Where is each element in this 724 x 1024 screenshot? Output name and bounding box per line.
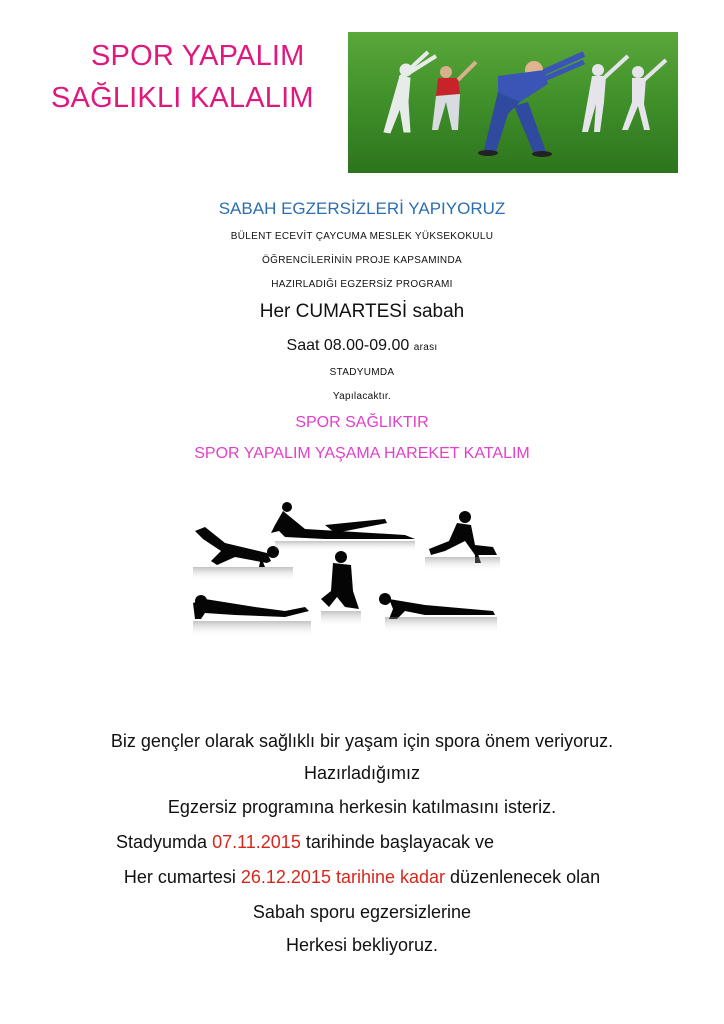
title-line-2: SAĞLIKLI KALALIM [51, 82, 314, 114]
body-line-6: Sabah sporu egzersizlerine [252, 902, 472, 922]
program-heading: SABAH EGZERSİZLERİ YAPIYORUZ [218, 199, 506, 218]
slogan-1: SPOR SAĞLIKTIR [295, 414, 429, 431]
body-line-2: Hazırladığımız [303, 763, 421, 783]
exercise-photo [348, 32, 678, 173]
day-line: Her CUMARTESİ sabah [259, 301, 465, 322]
done-line: Yapılacaktır. [332, 391, 392, 402]
start-suffix: tarihinde başlayacak ve [305, 832, 494, 852]
time-suffix: arası [413, 342, 438, 353]
students-line: ÖĞRENCİLERİNİN PROJE KAPSAMINDA [262, 255, 462, 266]
school-line: BÜLENT ECEVİT ÇAYCUMA MESLEK YÜKSEKOKULU [230, 231, 494, 242]
title-line-1: SPOR YAPALIM [91, 40, 305, 72]
end-prefix: Her cumartesi [123, 867, 236, 887]
body-line-7: Herkesi bekliyoruz. [285, 935, 439, 955]
slogan-2: SPOR YAPALIM YAŞAMA HAREKET KATALIM [194, 445, 530, 462]
body-line-3: Egzersiz programına herkesin katılmasını isteriz. [167, 797, 557, 817]
end-date: 26.12.2015 tarihine kadar [240, 867, 446, 887]
end-suffix: düzenlenecek olan [450, 867, 601, 887]
place-line: STADYUMDA [329, 367, 395, 378]
body-line-4 [116, 832, 494, 853]
program-line: HAZIRLADIĞI EGZERSİZ PROGRAMI [271, 279, 453, 290]
body-line-1: Biz gençler olarak sağlıklı bir yaşam için spora önem veriyoruz. [110, 731, 614, 751]
start-prefix: Stadyumda [116, 832, 208, 852]
time-line [0, 337, 724, 355]
exercise-silhouettes [175, 495, 505, 645]
time-text: Saat 08.00-09.00 [286, 337, 410, 354]
start-date: 07.11.2015 [212, 832, 301, 852]
body-line-5 [0, 867, 724, 888]
